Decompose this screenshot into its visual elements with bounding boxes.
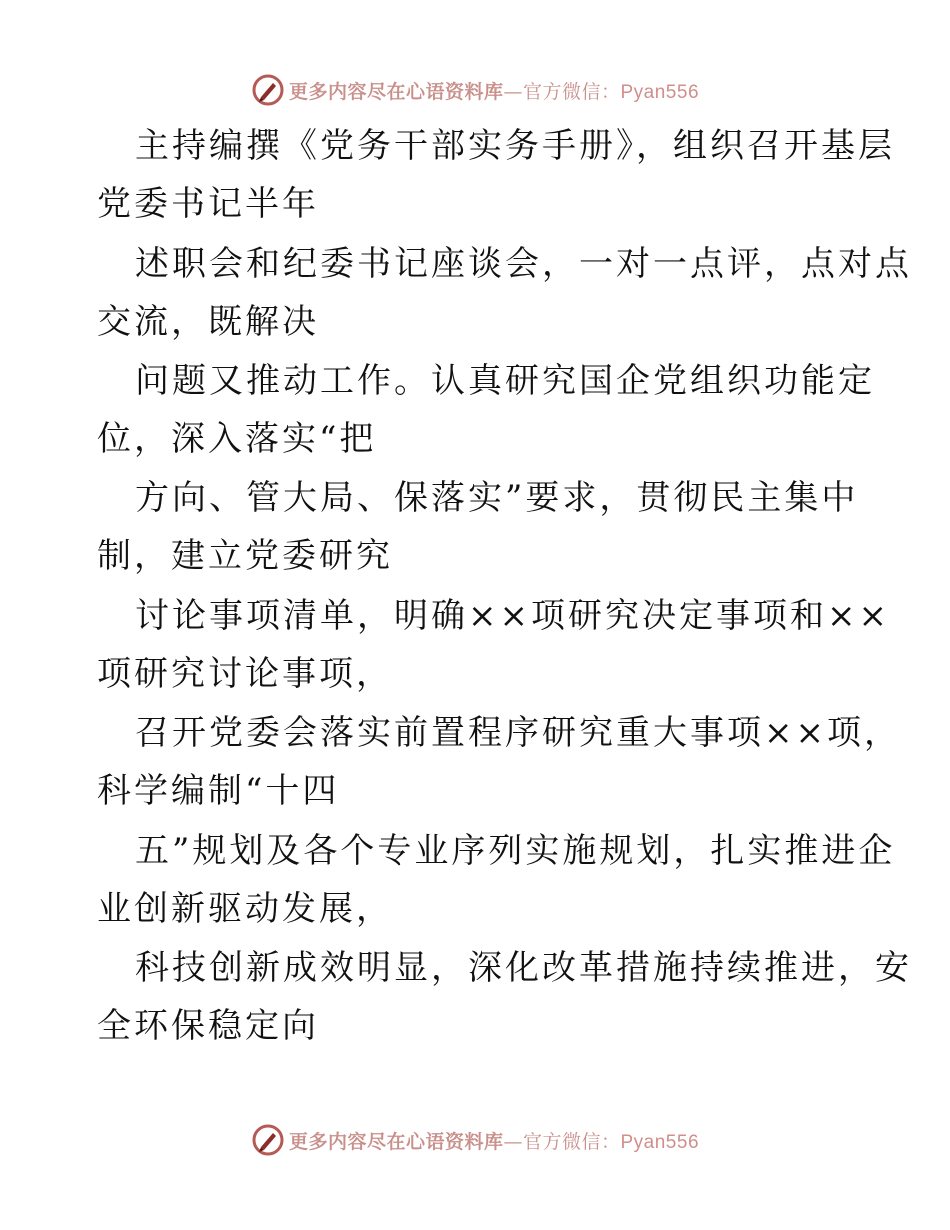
paragraph-line: 党委书记半年 [97,184,319,224]
footer-watermark [0,1120,950,1160]
paragraph-line: 业创新驱动发展， [97,889,393,929]
watermark-dash: — [503,80,523,103]
header-watermark [0,70,950,110]
paragraph-line: 科学编制“十四 [97,771,340,811]
paragraph-line: 科技创新成效明显，深化改革措施持续推进，安 [135,948,912,988]
paragraph-line: 述职会和纪委书记座谈会，一对一点评，点对点 [135,244,912,284]
watermark-official-label: 官方微信： [522,80,621,103]
pen-logo-icon [251,1123,285,1157]
paragraph-line: 主持编撰《党务干部实务手册》，组织召开基层 [135,126,895,166]
paragraph-line: 制，建立党委研究 [97,536,393,576]
paragraph-line: 交流，既解决 [97,302,319,342]
paragraph-line: 问题又推动工作。认真研究国企党组织功能定 [135,361,875,401]
paragraph-line: 召开党委会落实前置程序研究重大事项××项， [135,713,901,753]
paragraph-line: 方向、管大局、保落实”要求，贯彻民主集中 [135,478,859,518]
watermark-wechat-id: Pyan556 [620,81,700,103]
paragraph-line: 全环保稳定向 [97,1006,319,1046]
watermark-main-text: 更多内容尽在心语资料库 [288,80,504,103]
watermark-dash: — [503,1130,523,1153]
pen-logo-icon [251,73,285,107]
watermark-wechat-id: Pyan556 [620,1131,700,1153]
watermark-official-label: 官方微信： [522,1130,621,1153]
watermark-main-text: 更多内容尽在心语资料库 [288,1130,504,1153]
paragraph-line: 五”规划及各个专业序列实施规划，扎实推进企 [135,831,896,871]
paragraph-line: 讨论事项清单，明确××项研究决定事项和×× [135,596,890,636]
paragraph-line: 项研究讨论事项， [97,654,393,694]
paragraph-line: 位，深入落实“把 [97,419,377,459]
